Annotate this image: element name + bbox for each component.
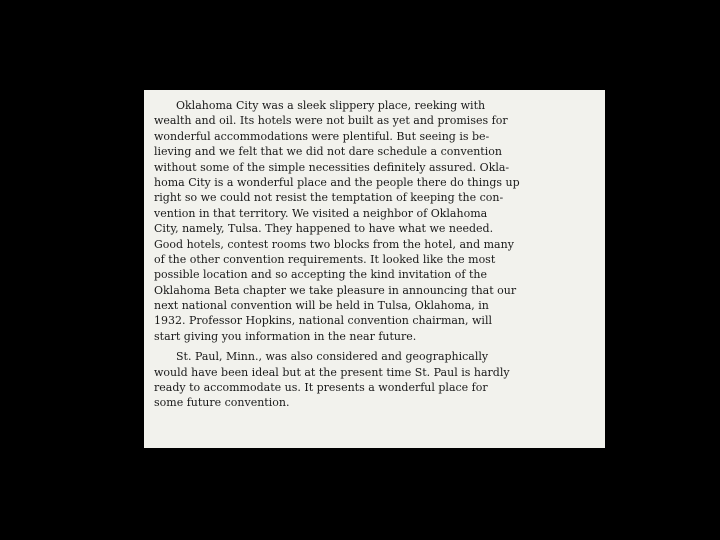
text-line: of the other convention requirements. It looked like the most	[154, 252, 496, 266]
text-line: wonderful accommodations were plentiful. But seeing is be-	[154, 129, 490, 143]
text-line: Oklahoma City was a sleek slippery place, reeking with	[176, 99, 486, 112]
text-line: lieving and we felt that we did not dare schedule a convention	[154, 145, 502, 159]
text-line: without some of the simple necessities definitely assured. Okla-	[154, 160, 510, 174]
text-line: Oklahoma Beta chapter we take pleasure in announcing that our	[154, 283, 517, 297]
text-line: homa City is a wonderful place and the people there do things up	[154, 175, 520, 189]
paragraph-1	[154, 98, 600, 344]
text-line: next national convention will be held in Tulsa, Oklahoma, in	[154, 299, 489, 313]
document-page	[144, 90, 605, 448]
text-line: Good hotels, contest rooms two blocks from the hotel, and many	[154, 237, 514, 251]
text-line: ready to accommodate us. It presents a wonderful place for	[154, 381, 488, 395]
text-line: wealth and oil. Its hotels were not built as yet and promises for	[154, 114, 508, 128]
text-line: would have been ideal but at the present time St. Paul is hardly	[154, 365, 510, 379]
text-line: right so we could not resist the temptation of keeping the con-	[154, 191, 504, 205]
text-line: St. Paul, Minn., was also considered and geographically	[176, 350, 489, 364]
text-line: start giving you information in the near future.	[154, 329, 417, 343]
text-line: 1932. Professor Hopkins, national convention chairman, will	[154, 314, 492, 328]
text-line: vention in that territory. We visited a neighbor of Oklahoma	[154, 206, 488, 220]
paragraph-2	[154, 349, 600, 411]
text-line: some future convention.	[154, 396, 290, 410]
text-line: possible location and so accepting the kind invitation of the	[154, 268, 487, 282]
text-line: City, namely, Tulsa. They happened to have what we needed.	[154, 222, 494, 236]
